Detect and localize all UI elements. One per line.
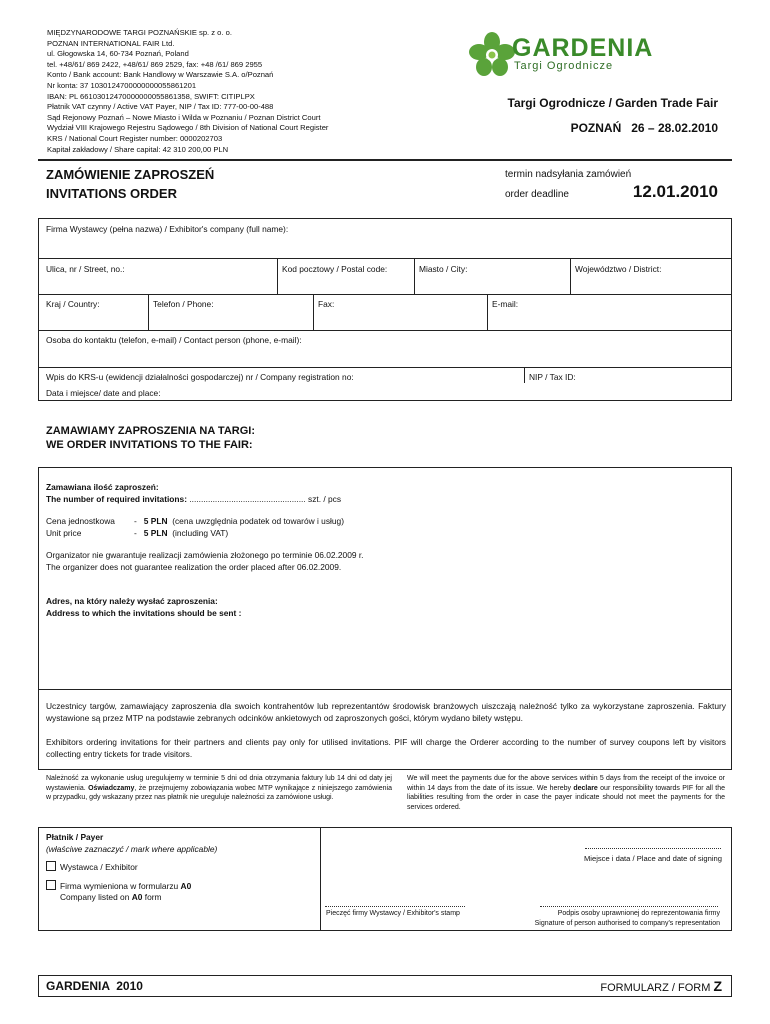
guarantee-en: The organizer does not guarantee realization the order placed after 06.02.2009. (46, 562, 342, 572)
signature-label-en: Signature of person authorised to company's representation (534, 919, 720, 927)
price-value-1: 5 PLN (143, 516, 168, 526)
gardenia-logo (466, 30, 706, 80)
date-place-field[interactable]: Data i miejsce/ date and place: (46, 388, 161, 398)
stamp-label: Pieczęć firmy Wystawcy / Exhibitor's stamp (326, 910, 460, 917)
guarantee-note (46, 549, 364, 573)
quantity-unit: szt. / pcs (308, 494, 342, 504)
postal-code-field[interactable]: Kod pocztowy / Postal code: (282, 264, 388, 274)
footer-form-letter: Z (713, 978, 722, 994)
payer-option-company[interactable] (46, 880, 217, 893)
company-info-line: ul. Głogowska 14, 60-734 Poznań, Poland (47, 49, 189, 59)
payer-option-company-en-label: Company listed on (60, 892, 132, 902)
form-title-en: INVITATIONS ORDER (46, 186, 177, 201)
quantity-line[interactable] (46, 493, 341, 505)
guarantee-pl: Organizator nie gwarantuje realizacji zamówienia złożonego po terminie 06.02.2009 r. (46, 550, 364, 560)
price-value-2: 5 PLN (143, 528, 168, 538)
order-heading-pl: ZAMAWIAMY ZAPROSZENIA NA TARGI: (46, 425, 255, 437)
payer-section (46, 832, 217, 904)
quantity-label-pl: Zamawiana ilość zaproszeń: (46, 482, 159, 492)
payer-option-company-label: Firma wymieniona w formularzu (60, 880, 181, 891)
tax-id-field[interactable]: NIP / Tax ID: (529, 372, 576, 382)
order-heading-en (46, 439, 253, 451)
signature-label (535, 909, 720, 928)
logo-name: GARDENIA (512, 34, 654, 62)
fair-location (571, 121, 718, 135)
payer-option-exhibitor-label: Wystawca / Exhibitor (60, 862, 138, 872)
payer-option-company-en (46, 892, 217, 904)
payment-pl-text-a: Należność za wykonanie usług uregulujemy w terminie 5 dni od dnia otrzymania faktury lub 14 dni od daty jej wystawienia. (46, 775, 392, 792)
company-info-line: MIĘDZYNARODOWE TARGI POZNAŃSKIE sp. z o. o. (47, 28, 232, 37)
company-info-line: IBAN: PL 66103012470000000055861358, SWIFT: CITIPLPX (47, 91, 255, 101)
payer-title: Płatnik / Payer (46, 832, 104, 842)
phone-field[interactable]: Telefon / Phone: (153, 299, 214, 309)
payment-en-text-a: We will meet the payments due for the above services within 5 days from the receipt of the invoice or within 14 days from the date of its issue. We hereby (407, 775, 725, 792)
email-field[interactable]: E-mail: (492, 299, 519, 309)
title-divider (38, 159, 732, 161)
company-info-line: Konto / Bank account: Bank Handlowy w Warszawie S.A. o/Poznań (47, 70, 274, 80)
registration-number-field[interactable]: Wpis do KRS-u (ewidencji działalności gospodarczej) nr / Company registration no: (46, 372, 354, 382)
price-note-1: (cena uwzględnia podatek od towarów i usług) (172, 516, 344, 526)
address-label-en: Address to which the invitations should be sent : (46, 608, 242, 618)
quantity-dots: .................................................. (189, 494, 306, 504)
footer-form-label: FORMULARZ / FORM (600, 982, 714, 994)
address-label (46, 595, 241, 619)
company-info-line: tel. +48/61/ 869 2422, +48/61/ 869 2529, fax: +48 /61/ 869 2955 (47, 59, 263, 69)
street-field[interactable]: Ulica, nr / Street, no.: (46, 264, 125, 274)
place-date-line[interactable] (585, 848, 721, 849)
place-date-label: Miejsce i data / Place and date of signing (583, 854, 722, 863)
notice-en: Exhibitors ordering invitations for their partners and clients pay only for utilised invitations. PIF will charge the Orderer according to the number of survey coupons left by visitors collecting entry tickets for trade visitors. (46, 737, 726, 759)
order-heading-en-text: WE ORDER INVITATIONS TO THE FAIR: (46, 439, 253, 451)
quantity-section (46, 481, 341, 505)
quantity-label-en: The number of required invitations: (46, 494, 187, 504)
flower-icon (466, 30, 518, 80)
company-info-line: POZNAN INTERNATIONAL FAIR Ltd. (47, 38, 175, 48)
price-line-2: - 5 PLN (including VAT) (134, 528, 229, 538)
company-info-line: KRS / National Court Register number: 0000202703 (47, 133, 223, 143)
deadline-date: 12.01.2010 (632, 182, 718, 201)
company-info-line: Sąd Rejonowy Poznań – Nowe Miasto i Wilda w Poznaniu / Poznan District Court (47, 112, 321, 122)
price-line-1: - 5 PLN (cena uwzględnia podatek od towarów i usług) (134, 516, 344, 526)
deadline-pl: termin nadsyłania zamówień (505, 169, 632, 180)
price-label-pl: Cena jednostkowa (46, 516, 115, 526)
signature-line[interactable] (540, 906, 718, 907)
payment-pl-text-b: , że przejmujemy zobowiązania wobec MTP wynikające z niniejszego zamówienia w przypadku, gdy wskazany przez nas płatnik nie ureguluje należności za zamówione usługi. (46, 784, 392, 802)
address-label-pl: Adres, na który należy wysłać zaproszenia: (46, 596, 218, 606)
price-section (46, 515, 115, 539)
district-field[interactable]: Województwo / District: (575, 264, 662, 274)
price-label-en: Unit price (46, 528, 82, 538)
logo-subtitle: Targi Ogrodnicze (514, 60, 614, 72)
stamp-line[interactable] (325, 906, 465, 907)
footer-left: GARDENIA 2010 (46, 979, 143, 993)
payment-terms-en (407, 774, 725, 812)
fair-city: POZNAŃ (570, 121, 622, 135)
form-title-pl: ZAMÓWIENIE ZAPROSZEŃ (46, 167, 215, 182)
payment-en-text-b: our responsibility towards PIF for all the liabilities resulting from the order in case the payer indicate should not meet the payments for the services ordered. (407, 784, 726, 811)
address-input-area[interactable] (46, 622, 724, 684)
fair-dates: 26 – 28.02.2010 (631, 121, 718, 135)
payer-option-company-en-a0: A0 (131, 892, 143, 902)
payer-option-company-en-end: form (142, 892, 162, 902)
company-info-line: Kapitał zakładowy / Share capital: 42 310 200,00 PLN (47, 144, 229, 154)
payment-pl-declare: Oświadczamy (88, 784, 135, 792)
deadline-en: order deadline (505, 189, 569, 200)
signature-label-pl: Podpis osoby uprawnionej do reprezentowania firmy (557, 910, 720, 917)
payment-terms-pl (46, 774, 392, 803)
city-field[interactable]: Miasto / City: (419, 264, 468, 274)
price-note-2: (including VAT) (172, 528, 229, 538)
company-info (47, 28, 328, 155)
country-field[interactable]: Kraj / Country: (46, 299, 100, 309)
payer-option-exhibitor[interactable] (46, 861, 217, 874)
company-info-line: Płatnik VAT czynny / Active VAT Payer, NIP / Tax ID: 777-00-00-488 (47, 102, 274, 112)
company-info-line: Nr konta: 37 1030124700000000055861201 (47, 80, 197, 90)
payer-hint: (właściwe zaznaczyć / mark where applicable) (46, 843, 218, 854)
company-name-field[interactable]: Firma Wystawcy (pełna nazwa) / Exhibitor's company (full name): (46, 224, 289, 234)
contact-person-field[interactable]: Osoba do kontaktu (telefon, e-mail) / Contact person (phone, e-mail): (46, 335, 302, 345)
fair-title: Targi Ogrodnicze / Garden Trade Fair (507, 96, 718, 110)
notice-pl: Uczestnicy targów, zamawiający zaproszenia dla swoich kontrahentów lub reprezentantów środowisk branżowych uiszczają należność tylko za wykorzystane zaproszenia. Faktury wystawione są przez MTP na podstawie zebranych odcinków ankietowych od zaproszonych gości, którym wydano bilety wstępu. (46, 701, 726, 723)
price-values (134, 515, 344, 539)
company-info-line: Wydział VIII Krajowego Rejestru Sądowego / 8th Division of National Court Register (47, 123, 329, 133)
checkbox-exhibitor[interactable] (46, 861, 56, 871)
payer-option-company-a0: A0 (180, 880, 192, 891)
footer-right (600, 978, 722, 994)
fax-field[interactable]: Fax: (318, 299, 335, 309)
checkbox-company-a0[interactable] (46, 880, 56, 890)
payment-en-declare: declare (573, 784, 598, 792)
